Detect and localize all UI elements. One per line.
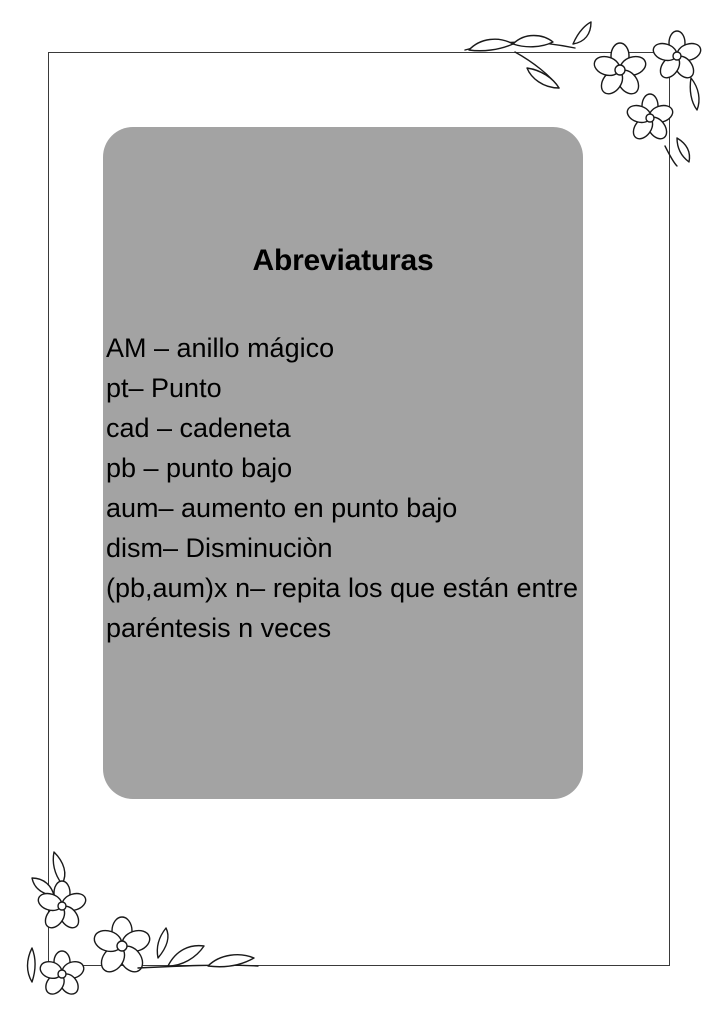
card-title: Abreviaturas: [252, 244, 434, 277]
list-item: pb – punto bajo: [106, 453, 293, 483]
list-item: AM – anillo mágico: [106, 333, 335, 363]
list-item: dism– Disminuciòn: [106, 533, 333, 563]
abbreviations-list: [106, 328, 578, 648]
floral-corner-top-right-icon: [455, 18, 705, 168]
list-item: aum– aumento en punto bajo: [106, 493, 458, 523]
list-item: (pb,aum)x n– repita los que están entre paréntesis n veces: [106, 573, 578, 643]
list-item: pt– Punto: [106, 373, 222, 403]
floral-corner-bottom-left-icon: [18, 848, 268, 1003]
list-item: cad – cadeneta: [106, 413, 291, 443]
